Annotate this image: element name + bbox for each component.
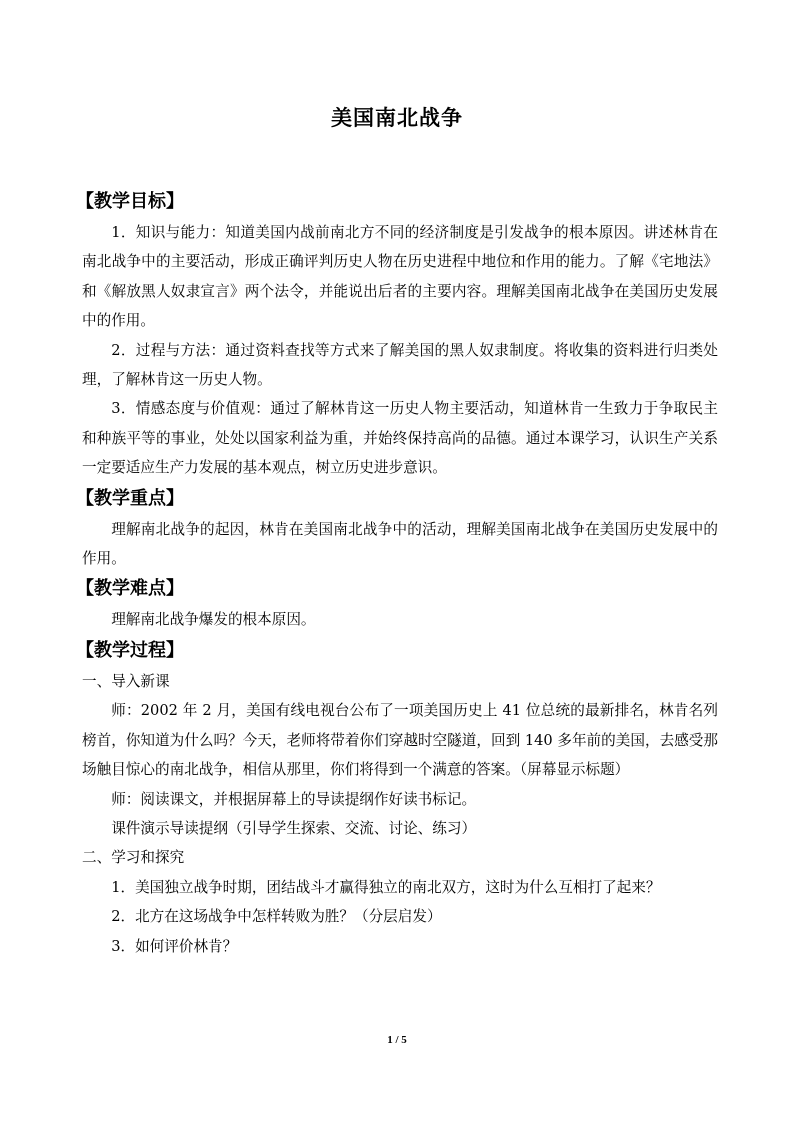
process-part1-paragraph-2: 师：阅读课文，并根据屏幕上的导读提纲作好读书标记。 [111,790,477,808]
page-number: 1 / 5 [387,1034,407,1046]
process-part2-item-3: 3．如何评价林肯？ [111,937,238,955]
objectives-paragraph-2: 2．过程与方法：通过资料查找等方式来了解美国的黑人奴隶制度。将收集的资料进行归类处理，了解林肯这一历史人物。 [82,341,718,389]
page-title: 美国南北战争 [331,106,463,130]
process-part2-item-1: 1．美国独立战争时期，团结战斗才赢得独立的南北双方，这时为什么互相打了起来？ [111,878,661,896]
process-heading: 【教学过程】 [76,639,184,661]
objectives-paragraph-3: 3．情感态度与价值观：通过了解林肯这一历史人物主要活动，知道林肯一生致力于争取民主和种族平等的事业，处处以国家利益为重，并始终保持高尚的品德。通过本课学习，认识生产关系一定要适应生产力发展的基本观点，树立历史进步意识。 [82,400,718,477]
difficulties-text: 理解南北战争爆发的根本原因。 [111,611,316,629]
process-part2-item-2: 2．北方在这场战争中怎样转败为胜？（分层启发） [111,908,442,926]
process-part1-paragraph-3: 课件演示导读提纲（引导学生探索、交流、讨论、练习） [111,819,477,837]
difficulties-heading: 【教学难点】 [76,578,184,600]
objectives-heading: 【教学目标】 [76,191,184,212]
key-points-heading: 【教学重点】 [76,487,184,509]
document-body [76,186,718,961]
process-part2-title: 二、学习和探究 [82,849,185,867]
key-points-text: 理解南北战争的起因，林肯在美国南北战争中的活动，理解美国南北战争在美国历史发展中的作用。 [82,520,718,568]
process-part1-title: 一、导入新课 [82,672,170,690]
process-part1-paragraph-1: 师：2002 年 2 月，美国有线电视台公布了一项美国历史上 41 位总统的最新排名，林肯名列榜首，你知道为什么吗？今天，老师将带着你们穿越时空隧道，回到 140 多年前的美国，去感受那场触目惊心的南北战争，相信从那里，你们将得到一个满意的答案。（屏幕显示标题） [82,702,718,779]
objectives-paragraph-1: 1．知识与能力：知道美国内战前南北方不同的经济制度是引发战争的根本原因。讲述林肯在南北战争中的主要活动，形成正确评判历史人物在历史进程中地位和作用的能力。了解《宅地法》和《解放黑人奴隶宣言》两个法令，并能说出后者的主要内容。理解美国南北战争在美国历史发展中的作用。 [82,224,718,330]
